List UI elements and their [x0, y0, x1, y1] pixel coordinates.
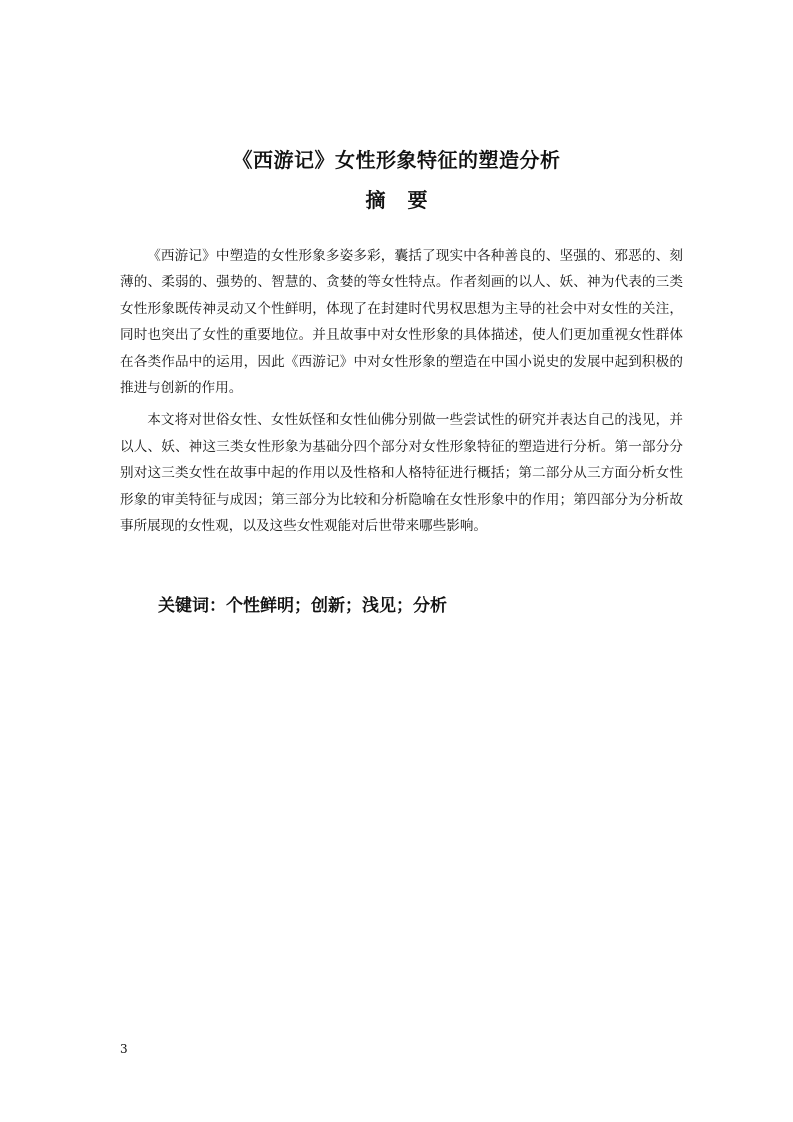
abstract-heading-char-2: 要 [407, 188, 428, 212]
keywords-line: 关键词：个性鲜明；创新；浅见；分析 [158, 596, 447, 616]
abstract-heading [0, 186, 793, 214]
document-title: 《西游记》女性形象特征的塑造分析 [232, 148, 561, 172]
page-number: 3 [120, 1042, 128, 1056]
abstract-body [120, 243, 683, 545]
abstract-paragraph-2: 本文将对世俗女性、女性妖怪和女性仙佛分别做一些尝试性的研究并表达自己的浅见，并以人、妖、神这三类女性形象为基础分四个部分对女性形象特征的塑造进行分析。第一部分分别对这三类女性在故事中起的作用以及性格和人格特征进行概括；第二部分从三方面分析女性形象的审美特征与成因；第三部分为比较和分析隐喻在女性形象中的作用；第四部分为分析故事所展现的女性观，以及这些女性观能对后世带来哪些影响。 [120, 412, 683, 535]
abstract-heading-char-1: 摘 [365, 188, 386, 212]
abstract-paragraph-1: 《西游记》中塑造的女性形象多姿多彩，囊括了现实中各种善良的、坚强的、邪恶的、刻薄的、柔弱的、强势的、智慧的、贪婪的等女性特点。作者刻画的以人、妖、神为代表的三类女性形象既传神灵动又个性鲜明，体现了在封建时代男权思想为主导的社会中对女性的关注，同时也突出了女性的重要地位。并且故事中对女性形象的具体描述，使人们更加重视女性群体在各类作品中的运用，因此《西游记》中对女性形象的塑造在中国小说史的发展中起到积极的推进与创新的作用。 [120, 248, 683, 397]
